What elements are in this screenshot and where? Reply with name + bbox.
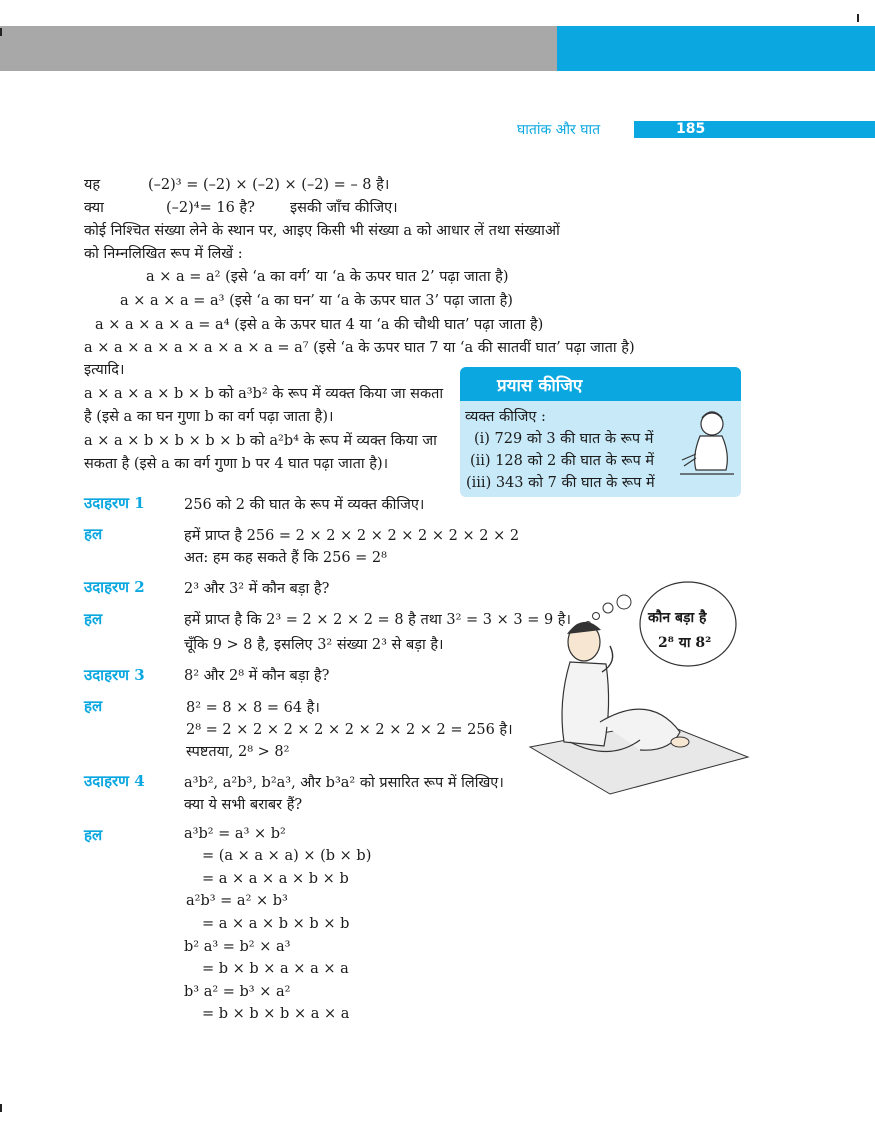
example-4-question: a³b², a²b³, b²a³, और b³a² को प्रसारित रूप में लिखिए। bbox=[184, 775, 504, 791]
power-line-3: a × a × a × a = a⁴ (इसे a के ऊपर घात 4 या ‘a की चौथी घात’ पढ़ा जाता है) bbox=[95, 317, 544, 333]
try-this-item-1: (i) 729 को 3 की घात के रूप में bbox=[474, 431, 654, 447]
example-4-solution-line: = (a × a × a) × (b × b) bbox=[202, 848, 372, 864]
power-line-etc: इत्यादि। bbox=[84, 362, 125, 378]
example-4-solution-label: हल bbox=[84, 826, 103, 844]
example-1-question: 256 को 2 की घात के रूप में व्यक्त कीजिए। bbox=[184, 497, 425, 513]
intro-label-2: क्या bbox=[84, 200, 104, 216]
header-gray-bar bbox=[0, 26, 557, 71]
example-1-solution-label: हल bbox=[84, 525, 103, 543]
example-1-label: उदाहरण 1 bbox=[84, 494, 145, 512]
page-number-band bbox=[634, 121, 875, 138]
boy-thinking-illustration bbox=[520, 572, 750, 802]
example-3-solution-label: हल bbox=[84, 697, 103, 715]
example-3-label: उदाहरण 3 bbox=[84, 666, 145, 684]
power-line-1: a × a = a² (इसे ‘a का वर्ग’ या ‘a के ऊपर घात 2’ पढ़ा जाता है) bbox=[146, 269, 509, 285]
crop-mark bbox=[857, 14, 859, 22]
power-line-2: a × a × a = a³ (इसे ‘a का घन’ या ‘a के ऊपर घात 3’ पढ़ा जाता है) bbox=[120, 293, 513, 309]
example-4-solution-line: = a × a × a × b × b bbox=[202, 871, 349, 887]
example-4-solution-line: = a × a × b × b × b bbox=[202, 916, 350, 932]
example-3-solution-line-1: 8² = 8 × 8 = 64 है। bbox=[186, 700, 320, 716]
mixed-line-1: a × a × a × b × b को a³b² के रूप में व्यक्त किया जा सकता bbox=[84, 386, 444, 402]
example-1-solution-line-1: हमें प्राप्त है 256 = 2 × 2 × 2 × 2 × 2 × 2 × 2 × 2 bbox=[184, 528, 520, 544]
example-4-solution-line: = b × b × a × a × a bbox=[202, 961, 349, 977]
example-4-solution-line: a³b² = a³ × b² bbox=[184, 826, 286, 842]
intro-expr-2: (–2)⁴= 16 है? bbox=[166, 200, 255, 216]
try-this-item-3: (iii) 343 को 7 की घात के रूप में bbox=[466, 475, 655, 491]
intro-paragraph-line-2: को निम्नलिखित रूप में लिखें : bbox=[84, 246, 243, 262]
thought-bubble-line-1: कौन बड़ा है bbox=[648, 610, 707, 626]
intro-tail-2: इसकी जाँच कीजिए। bbox=[290, 200, 398, 216]
thinking-person-illustration bbox=[676, 404, 738, 486]
example-4-solution-line: a²b³ = a² × b³ bbox=[186, 893, 288, 909]
example-3-question: 8² और 2⁸ में कौन बड़ा है? bbox=[184, 668, 330, 684]
crop-mark bbox=[0, 1104, 2, 1112]
header-blue-bar bbox=[557, 26, 875, 71]
example-1-solution-line-2: अत: हम कह सकते हैं कि 256 = 2⁸ bbox=[184, 550, 387, 566]
intro-expr-1: (–2)³ = (–2) × (–2) × (–2) = – 8 है। bbox=[148, 177, 390, 193]
intro-paragraph-line-1: कोई निश्चित संख्या लेने के स्थान पर, आइए किसी भी संख्या a को आधार लें तथा संख्याओं bbox=[84, 223, 560, 239]
example-2-solution-line-2: चूँकि 9 > 8 है, इसलिए 3² संख्या 2³ से बड़ा है। bbox=[184, 637, 444, 653]
example-2-solution-label: हल bbox=[84, 610, 103, 628]
example-4-solution-line: b³ a² = b³ × a² bbox=[184, 984, 291, 1000]
page-number: 185 bbox=[676, 121, 706, 137]
thought-bubble-line-2: 2⁸ या 8² bbox=[658, 635, 712, 651]
example-4-label: उदाहरण 4 bbox=[84, 772, 145, 790]
power-line-4: a × a × a × a × a × a × a = a⁷ (इसे ‘a के ऊपर घात 7 या ‘a की सातवीं घात’ पढ़ा जाता है) bbox=[84, 340, 635, 356]
example-2-label: उदाहरण 2 bbox=[84, 578, 145, 596]
example-2-question: 2³ और 3² में कौन बड़ा है? bbox=[184, 581, 330, 597]
example-4-solution-line: = b × b × b × a × a bbox=[202, 1006, 350, 1022]
example-4-solution-line: b² a³ = b² × a³ bbox=[184, 939, 291, 955]
example-3-solution-line-2: 2⁸ = 2 × 2 × 2 × 2 × 2 × 2 × 2 × 2 = 256 है। bbox=[186, 722, 513, 738]
running-title: घातांक और घात bbox=[517, 122, 601, 138]
crop-mark bbox=[0, 28, 2, 36]
mixed-line-2: है (इसे a का घन गुणा b का वर्ग पढ़ा जाता है)। bbox=[84, 409, 334, 425]
mixed-line-3: a × a × b × b × b × b को a²b⁴ के रूप में व्यक्त किया जा bbox=[84, 433, 437, 449]
intro-label-1: यह bbox=[84, 177, 101, 193]
example-2-solution-line-1: हमें प्राप्त है कि 2³ = 2 × 2 × 2 = 8 है तथा 3² = 3 × 3 = 9 है। bbox=[184, 612, 571, 628]
example-3-solution-line-3: स्पष्टतया, 2⁸ > 8² bbox=[186, 744, 290, 760]
try-this-intro: व्यक्त कीजिए : bbox=[465, 409, 546, 425]
mixed-line-4: सकता है (इसे a का वर्ग गुणा b पर 4 घात पढ़ा जाता है)। bbox=[84, 456, 389, 472]
try-this-item-2: (ii) 128 को 2 की घात के रूप में bbox=[470, 453, 655, 469]
example-4-question-line-2: क्या ये सभी बराबर हैं? bbox=[184, 797, 303, 813]
try-this-title: प्रयास कीजिए bbox=[497, 376, 583, 396]
